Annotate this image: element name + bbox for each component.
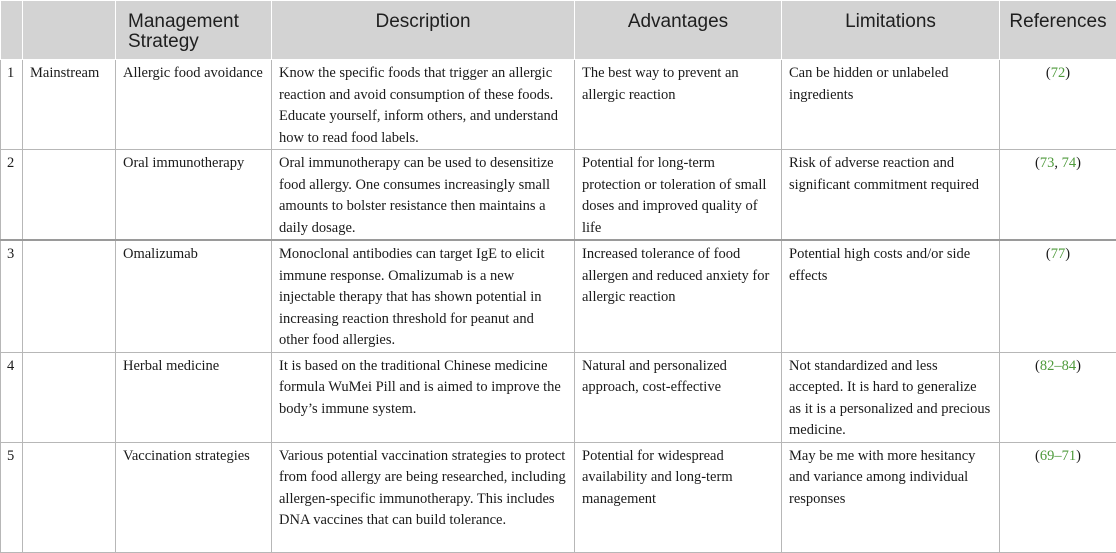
row-number: 4 (1, 352, 23, 442)
header-category (23, 1, 116, 60)
row-limitations: Can be hidden or unlabeled ingredients (782, 60, 1000, 150)
row-category (23, 240, 116, 352)
row-references: (72) (1000, 60, 1116, 150)
citation-link[interactable]: 73 (1040, 155, 1055, 171)
row-category: Mainstream (23, 60, 116, 150)
citation-link[interactable]: 69–71 (1040, 448, 1076, 464)
row-advantages: Potential for long-term protection or toleration of small doses and improved quality of life (575, 150, 782, 241)
header-limitations: Limitations (782, 1, 1000, 60)
row-category (23, 150, 116, 241)
table-row (1, 352, 1116, 442)
citation-link[interactable]: 74 (1062, 155, 1077, 171)
row-number: 1 (1, 60, 23, 150)
row-category (23, 442, 116, 552)
row-description: Monoclonal antibodies can target IgE to elicit immune response. Omalizumab is a new injectable therapy that has shown potential in increasing reaction threshold for peanut and other food allergies. (272, 240, 575, 352)
row-description: It is based on the traditional Chinese medicine formula WuMei Pill and is aimed to improve the body’s immune system. (272, 352, 575, 442)
row-strategy: Oral immunotherapy (116, 150, 272, 241)
header-num (1, 1, 23, 60)
row-description: Various potential vaccination strategies to protect from food allergy are being researched, including allergen-specific immunotherapy. This includes DNA vaccines that can build tolerance. (272, 442, 575, 552)
row-advantages: Increased tolerance of food allergen and reduced anxiety for allergic reaction (575, 240, 782, 352)
row-references: (73, 74) (1000, 150, 1116, 241)
row-references: (69–71) (1000, 442, 1116, 552)
row-strategy: Allergic food avoidance (116, 60, 272, 150)
row-strategy: Vaccination strategies (116, 442, 272, 552)
row-number: 3 (1, 240, 23, 352)
citation-link[interactable]: 82–84 (1040, 358, 1076, 374)
table-row (1, 240, 1116, 352)
row-limitations: Potential high costs and/or side effects (782, 240, 1000, 352)
table-body (1, 60, 1116, 553)
header-advantages: Advantages (575, 1, 782, 60)
row-strategy: Omalizumab (116, 240, 272, 352)
table-row (1, 150, 1116, 241)
table-header (1, 1, 1116, 60)
row-number: 2 (1, 150, 23, 241)
table-row (1, 442, 1116, 552)
row-advantages: The best way to prevent an allergic reaction (575, 60, 782, 150)
citation-link[interactable]: 72 (1051, 65, 1066, 81)
citation-separator: , (1054, 155, 1061, 171)
row-limitations: May be me with more hesitancy and variance among individual responses (782, 442, 1000, 552)
row-references: (77) (1000, 240, 1116, 352)
header-strategy: Management Strategy (116, 1, 272, 60)
header-references: References (1000, 1, 1116, 60)
table-row (1, 60, 1116, 150)
row-advantages: Potential for widespread availability and long-term management (575, 442, 782, 552)
row-description: Know the specific foods that trigger an allergic reaction and avoid consumption of these foods. Educate yourself, inform others, and understand how to read food labels. (272, 60, 575, 150)
row-strategy: Herbal medicine (116, 352, 272, 442)
row-category (23, 352, 116, 442)
header-row (1, 1, 1116, 60)
row-limitations: Not standardized and less accepted. It is hard to generalize as it is a personalized and precious medicine. (782, 352, 1000, 442)
header-description: Description (272, 1, 575, 60)
row-advantages: Natural and personalized approach, cost-effective (575, 352, 782, 442)
row-limitations: Risk of adverse reaction and significant commitment required (782, 150, 1000, 241)
row-references: (82–84) (1000, 352, 1116, 442)
row-description: Oral immunotherapy can be used to desensitize food allergy. One consumes increasingly small amounts to bolster resistance then maintains a daily dosage. (272, 150, 575, 241)
citation-link[interactable]: 77 (1051, 246, 1066, 262)
row-number: 5 (1, 442, 23, 552)
